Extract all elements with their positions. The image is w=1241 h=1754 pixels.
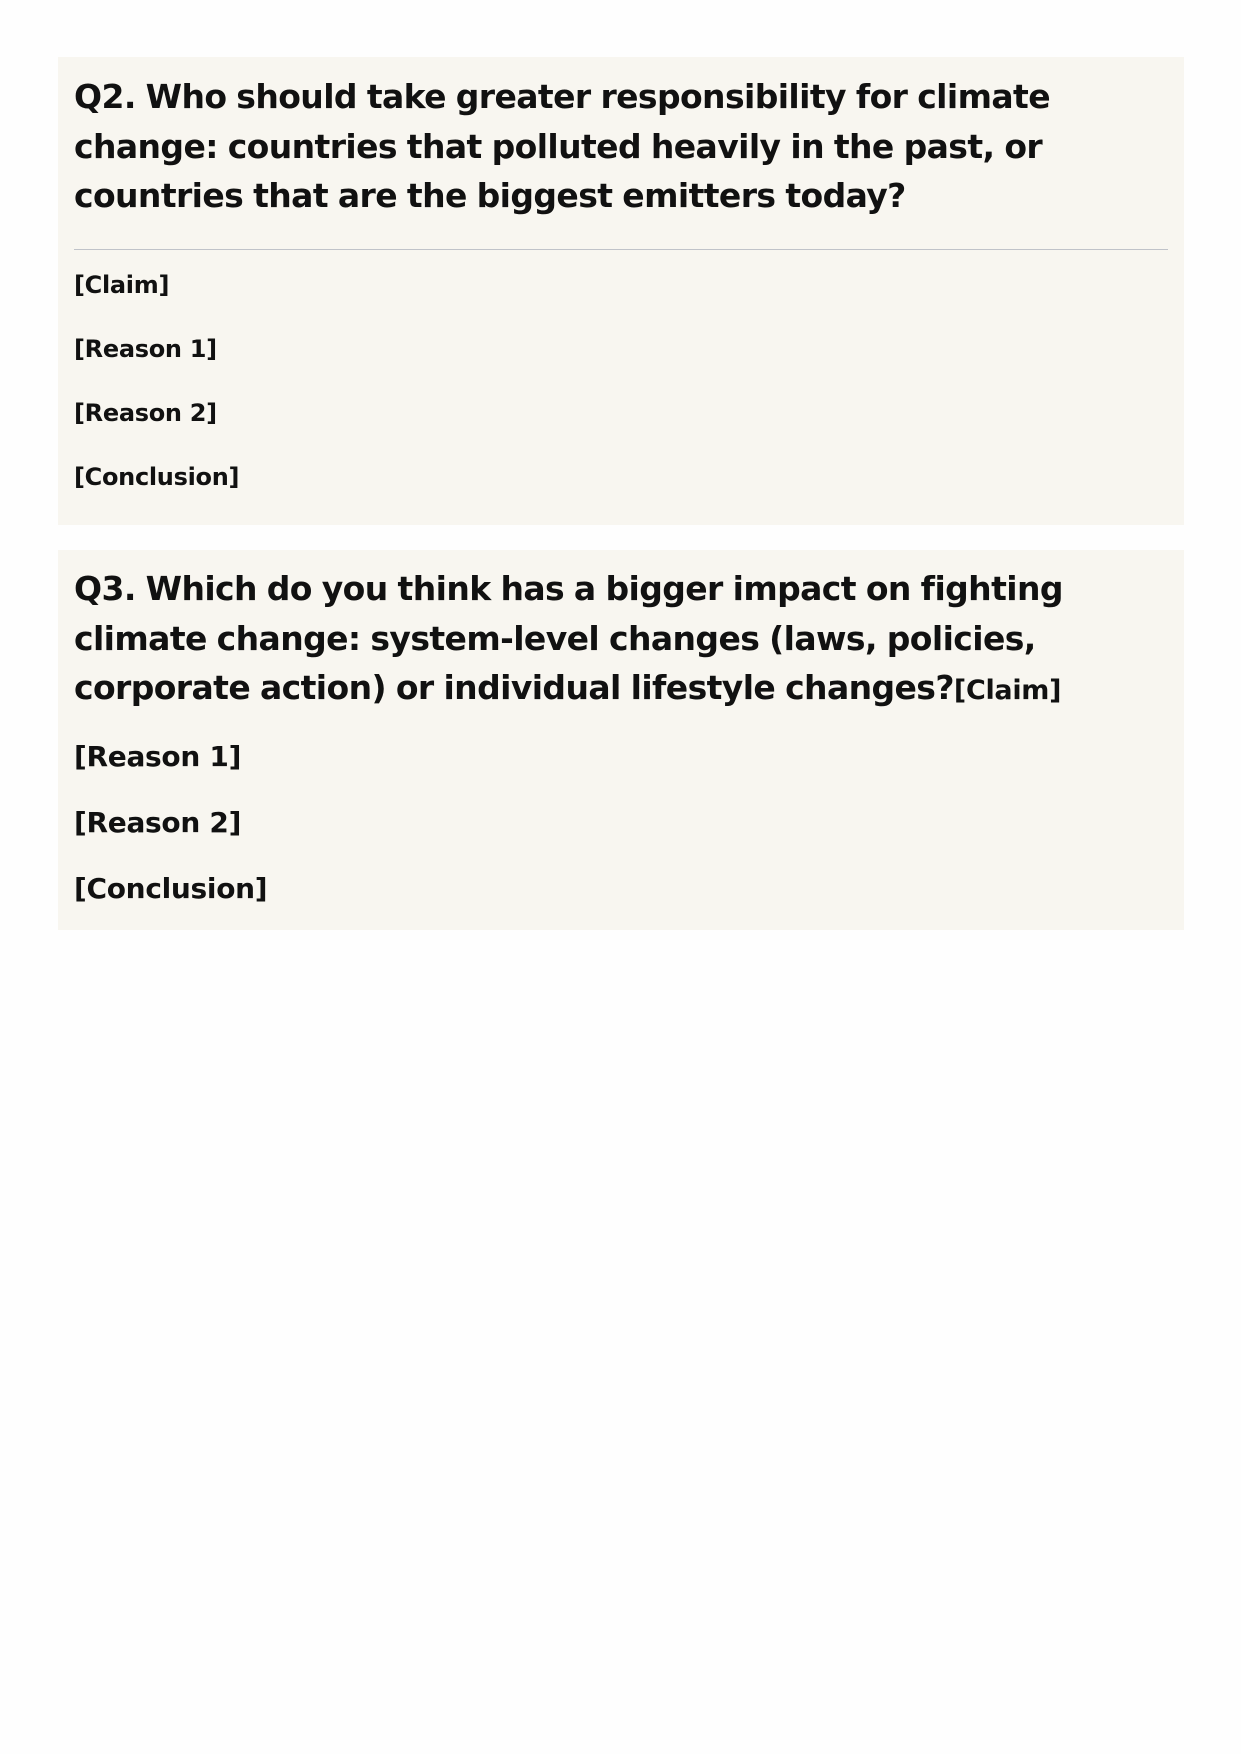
answer-list-q2 (74, 250, 1168, 526)
answer-reason-2-placeholder[interactable]: [Reason 2] (74, 805, 242, 839)
answer-reason-1-placeholder[interactable]: [Reason 1] (74, 739, 242, 773)
answer-conclusion-placeholder[interactable]: [Conclusion] (74, 871, 268, 905)
question-title-q2: Q2. Who should take greater responsibility for climate change: countries that polluted heavily in the past, or countries that are the biggest emitters today? (74, 77, 1051, 215)
question-title-q3-text: Q3. Which do you think has a bigger impact on fighting climate change: system-level changes (laws, policies, corporate action) or individual lifestyle changes? (74, 569, 1063, 707)
question-title-q3 (74, 550, 1168, 716)
answer-list-q3 (74, 716, 1168, 938)
answer-conclusion-placeholder[interactable]: [Conclusion] (74, 462, 240, 491)
question-card-q3 (58, 550, 1184, 930)
answer-claim-placeholder[interactable]: [Claim] (74, 270, 170, 299)
answer-claim-placeholder[interactable]: [Claim] (953, 675, 1062, 706)
answer-reason-1-placeholder[interactable]: [Reason 1] (74, 334, 217, 363)
question-card-q2 (58, 57, 1184, 525)
answer-reason-2-placeholder[interactable]: [Reason 2] (74, 398, 217, 427)
